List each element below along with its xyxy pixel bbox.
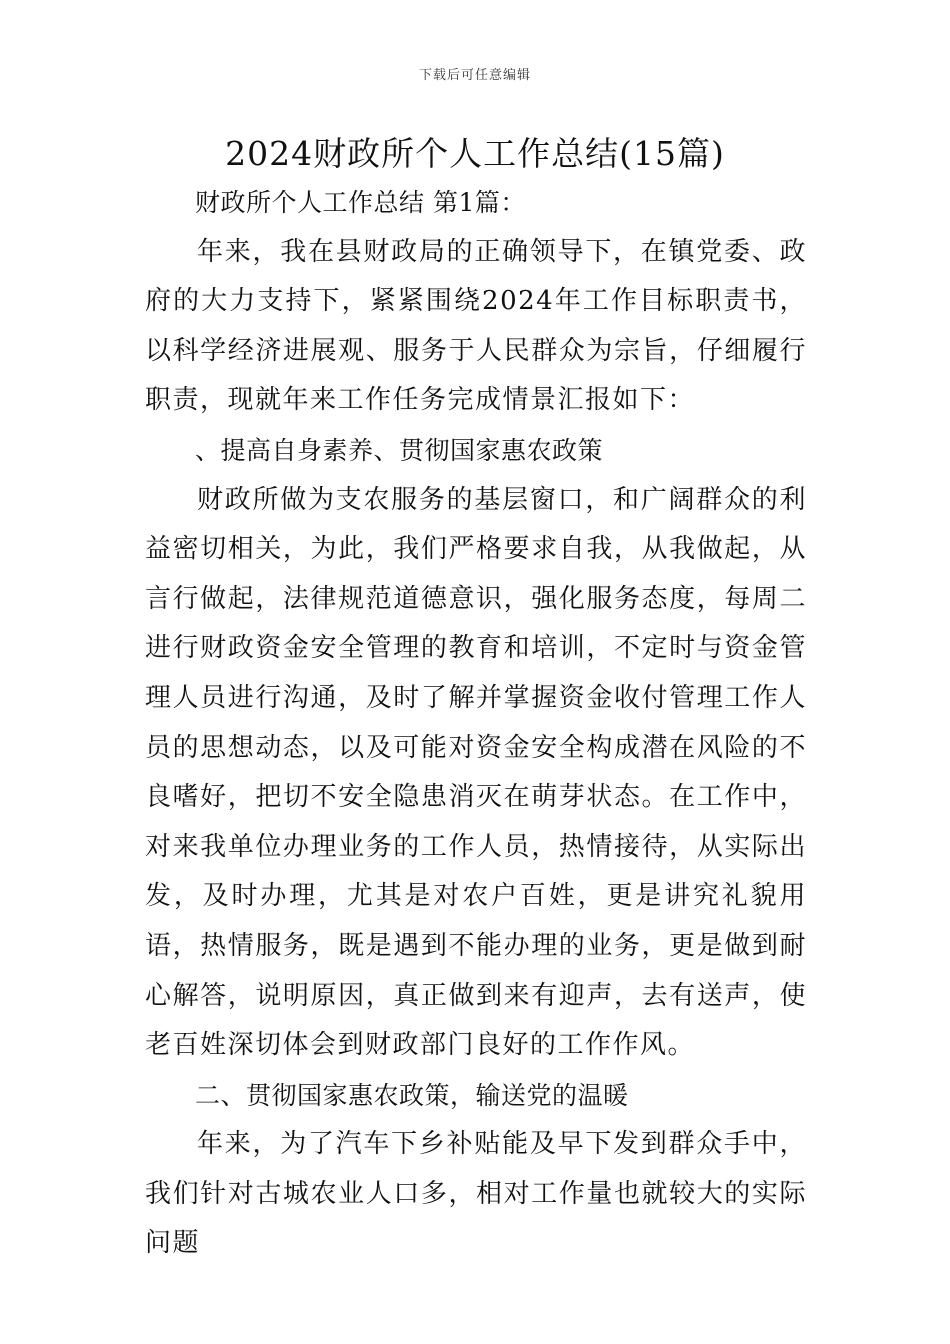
- body-paragraph: 年来，我在县财政局的正确领导下，在镇党委、政府的大力支持下，紧紧围绕2024年工作目标职责书，以科学经济进展观、服务于人民群众为宗旨，仔细履行职责，现就年来工作任务完成情景汇报如下：: [145, 236, 807, 416]
- section-subtitle: 财政所个人工作总结 第1篇：: [195, 188, 526, 217]
- header-note: 下载后可任意编辑: [418, 68, 531, 83]
- document-body: [145, 178, 807, 1269]
- section-heading: 二、贯彻国家惠农政策，输送党的温暖: [195, 1080, 629, 1110]
- body-paragraph: 年来，为了汽车下乡补贴能及早下发到群众手中，我们针对古城农业人口多，相对工作量也就较大的实际问题: [145, 1129, 807, 1259]
- document-title: 2024财政所个人工作总结(15篇): [225, 134, 725, 173]
- body-paragraph: 财政所做为支农服务的基层窗口，和广阔群众的利益密切相关，为此，我们严格要求自我，从我做起，从言行做起，法律规范道德意识，强化服务态度，每周二进行财政资金安全管理的教育和培训，不定时与资金管理人员进行沟通，及时了解并掌握资金收付管理工作人员的思想动态，以及可能对资金安全构成潜在风险的不良嗜好，把切不安全隐患消灭在萌芽状态。在工作中，对来我单位办理业务的工作人员，热情接待，从实际出发，及时办理，尤其是对农户百姓，更是讲究礼貌用语，热情服务，既是遇到不能办理的业务，更是做到耐心解答，说明原因，真正做到来有迎声，去有送声，使老百姓深切体会到财政部门良好的工作作风。: [145, 484, 807, 1061]
- section-heading: 、提高自身素养、贯彻国家惠农政策: [195, 435, 604, 465]
